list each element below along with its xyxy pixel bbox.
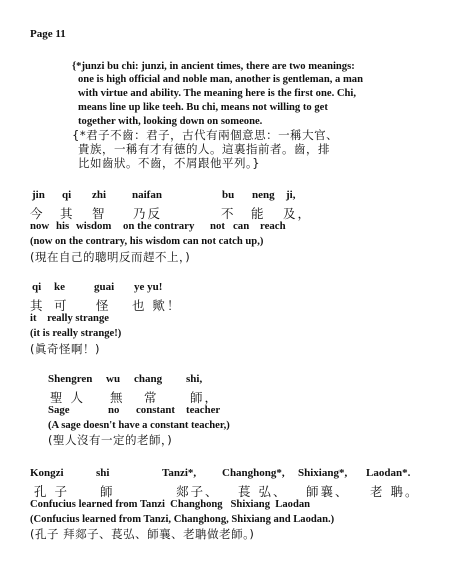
chinese-translation: (眞奇怪啊！)	[30, 342, 100, 356]
pinyin-word: naifan	[132, 189, 162, 201]
note-english-line: one is high official and noble man, another is gentleman, a man	[78, 74, 363, 85]
note-chinese-line: 貴族，一稱有才有德的人。這裏指前者。齒，排	[78, 142, 330, 156]
pinyin-word: Laodan*.	[366, 467, 411, 479]
pinyin-word: jin	[32, 189, 45, 201]
chinese-translation: (現在自己的聰明反而趕不上，)	[30, 250, 191, 264]
gloss-word: not	[210, 220, 225, 232]
hanzi-word: 不	[221, 206, 236, 221]
note-english-line: means line up like teeh. Bu chi, means not willing to get	[78, 102, 328, 113]
pinyin-row	[0, 373, 450, 387]
hanzi-word: 及，	[283, 206, 313, 221]
pinyin-word: Tanzi*,	[162, 467, 197, 479]
hanzi-row	[0, 388, 450, 405]
hanzi-word: 其	[30, 298, 45, 313]
gloss-word: on the contrary	[123, 220, 195, 232]
english-translation: (now on the contrary, his wisdom can not catch up,)	[30, 236, 264, 247]
hanzi-word: 也 歟！	[132, 298, 182, 313]
hanzi-word: 怪	[96, 298, 111, 313]
hanzi-word: 可	[54, 298, 69, 313]
gloss-word: no	[108, 404, 120, 416]
hanzi-word: 師	[100, 484, 115, 499]
gloss-word: wisdom	[76, 220, 112, 232]
hanzi-word: 孔 子	[34, 484, 69, 499]
hanzi-word: 郯子、	[176, 484, 220, 499]
gloss-word: can	[233, 220, 250, 232]
gloss-line: Confucius learned from Tanzi Changhong Shixiang Laodan	[30, 499, 311, 510]
pinyin-word: wu	[106, 373, 121, 385]
gloss-row	[0, 220, 450, 234]
hanzi-word: 無	[110, 390, 125, 405]
hanzi-row	[0, 482, 450, 499]
pinyin-word: shi	[96, 467, 110, 479]
pinyin-word: Changhong*,	[222, 467, 285, 479]
note-english-line: together with, looking down on someone.	[78, 116, 263, 127]
gloss-word: his	[56, 220, 70, 232]
hanzi-word: 師襄、	[306, 484, 350, 499]
english-translation: (it is really strange!)	[30, 328, 122, 339]
gloss-row	[0, 404, 450, 418]
pinyin-word: qi	[62, 189, 72, 201]
pinyin-row	[0, 467, 450, 481]
hanzi-word: 聖 人	[50, 390, 85, 405]
pinyin-word: neng	[252, 189, 275, 201]
gloss-line: it really strange	[30, 313, 109, 324]
pinyin-word: ye yu!	[134, 281, 163, 293]
pinyin-word: ke	[54, 281, 65, 293]
gloss-word: teacher	[186, 404, 221, 416]
chinese-translation: (聖人沒有一定的老師，)	[48, 433, 173, 447]
hanzi-word: 萇 弘、	[238, 484, 288, 499]
hanzi-word: 老 聃。	[370, 484, 420, 499]
note-chinese-line: {*君子不齒：君子，古代有兩個意思：一稱大官、	[72, 128, 339, 142]
pinyin-word: Shixiang*,	[298, 467, 348, 479]
note-chinese-line: 比如齒狀。不齒，不屑跟他平列。}	[78, 156, 261, 170]
gloss-word: Sage	[48, 404, 70, 416]
pinyin-word: Kongzi	[30, 467, 64, 479]
gloss-word: now	[30, 220, 50, 232]
english-translation: (Confucius learned from Tanzi, Changhong, Shixiang and Laodan.)	[30, 514, 335, 525]
pinyin-row	[0, 189, 450, 203]
note-english-line: with virtue and ability. The meaning here is the first one. Chi,	[78, 88, 357, 99]
hanzi-word: 其	[60, 206, 75, 221]
hanzi-word: 乃反	[133, 206, 163, 221]
note-english-line: {*junzi bu chi: junzi, in ancient times, there are two meanings:	[72, 61, 355, 72]
hanzi-word: 師，	[190, 390, 220, 405]
pinyin-word: bu	[222, 189, 235, 201]
hanzi-word: 今	[30, 206, 45, 221]
pinyin-word: shi,	[186, 373, 203, 385]
pinyin-word: zhi	[92, 189, 107, 201]
gloss-word: constant	[136, 404, 175, 416]
page-label: Page 11	[30, 28, 66, 40]
pinyin-word: Shengren	[48, 373, 93, 385]
hanzi-word: 常	[144, 390, 159, 405]
hanzi-word: 能	[251, 206, 266, 221]
pinyin-row	[0, 281, 450, 295]
pinyin-word: chang	[134, 373, 163, 385]
hanzi-word: 智	[92, 206, 107, 221]
gloss-word: reach	[260, 220, 286, 232]
hanzi-row	[0, 204, 450, 221]
pinyin-word: guai	[94, 281, 115, 293]
english-translation: (A sage doesn't have a constant teacher,)	[48, 420, 230, 431]
hanzi-row	[0, 296, 450, 313]
pinyin-word: ji,	[286, 189, 296, 201]
chinese-translation: (孔子 拜郯子、萇弘、師襄、老聃做老師。)	[30, 527, 255, 541]
pinyin-word: qi	[32, 281, 42, 293]
